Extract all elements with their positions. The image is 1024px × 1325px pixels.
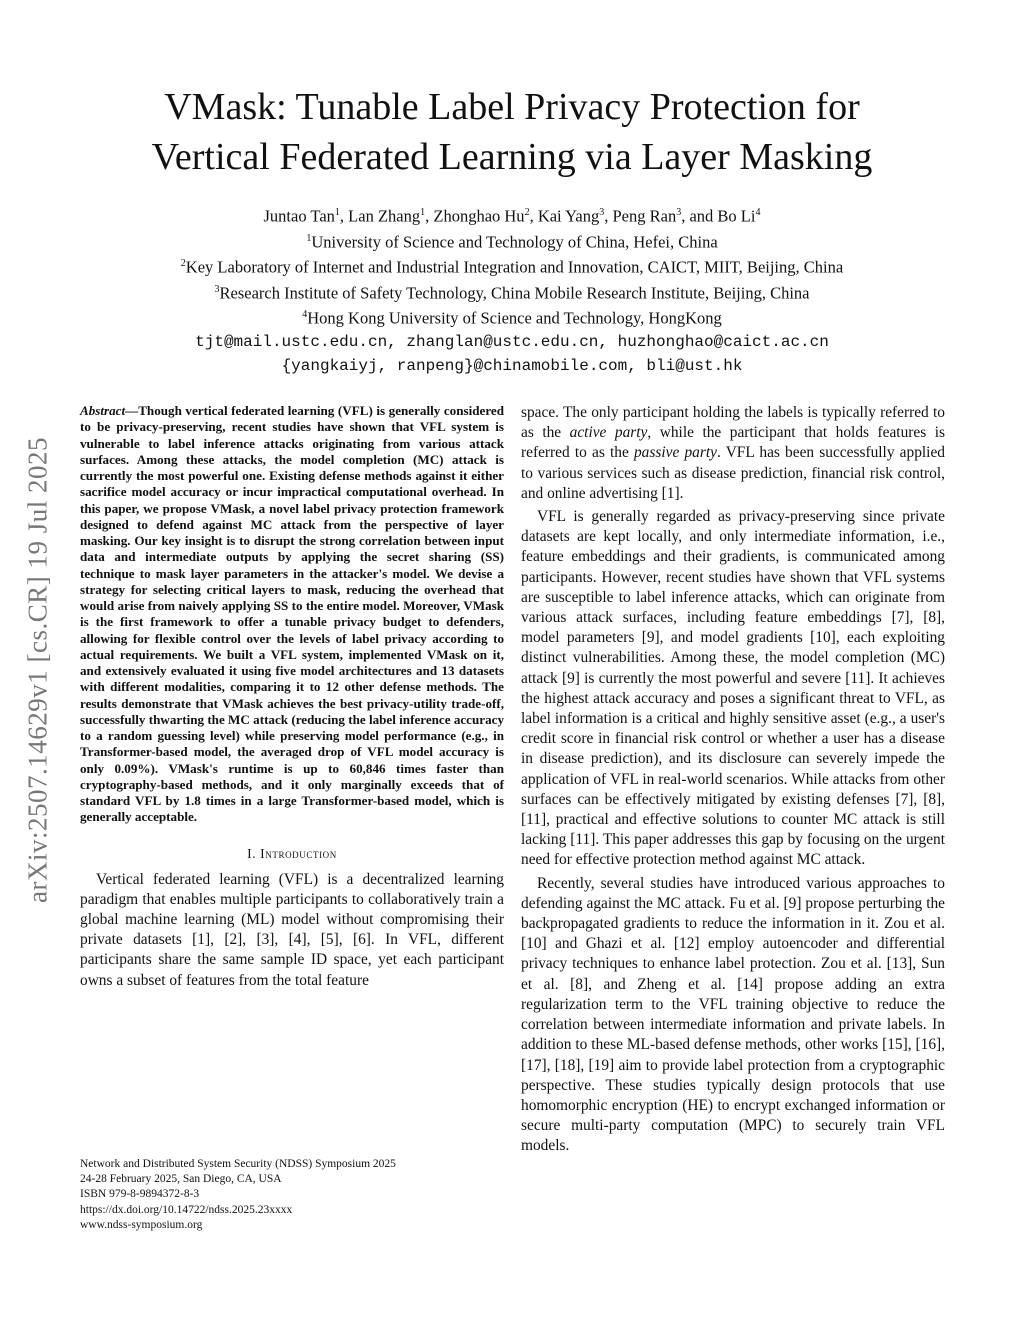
footnote-line: Network and Distributed System Security (NDSS) Symposium 2025 [80,1158,396,1170]
left-column [80,403,504,991]
term-passive-party: passive party [633,444,717,462]
paper-title [80,82,944,182]
author-sup: 1 [420,207,426,218]
right-column [521,403,945,1157]
paragraph-text: , while the participant that holds features is referred to as the [521,424,945,462]
author-sup: 2 [524,207,530,218]
paragraph-text: . VFL has been successfully applied to various services such as disease prediction, financial risk control, and online advertising [1]. [521,444,945,502]
paragraph-text: space. The only participant holding the labels is typically referred to as the [521,404,945,442]
author-email: tjt@mail.ustc.edu.cn, zhanglan@ustc.edu.cn, huzhonghao@caict.ac.cn [195,332,829,351]
author-name: and Bo Li [689,206,756,226]
affiliation-sup: 2 [180,258,186,269]
affiliation-text: University of Science and Technology of China, Hefei, China [311,232,718,251]
author-sup: 3 [676,207,682,218]
section-heading [80,846,504,862]
abstract-text: —Though vertical federated learning (VFL) is generally considered to be privacy-preserving, recent studies have shown that VFL system is vulnerable to label inference attacks originating from various attack surfaces. Among these attacks, the model completion (MC) attack is currently the most powerful one. Existing defense methods against it either sacrifice model accuracy or incur impractical computational overhead. In this paper, we propose VMask, a novel label privacy protection framework designed to defend against MC attack from the perspective of layer masking. Our key insight is to disrupt the strong correlation between input data and intermediate outputs by applying the secret sharing (SS) technique to mask layer parameters in the attacker's model. We devise a strategy for selecting critical layers to mask, reducing the overhead that would arise from naively applying SS to the entire model. Moreover, VMask is the first framework to offer a tunable privacy budget to defenders, allowing for flexible control over the levels of label privacy according to actual requirements. We built a VFL system, implemented VMask on it, and extensively evaluated it using five model architectures and 13 datasets with different modalities, comparing it to 12 other defense methods. The results demonstrate that VMask achieves the best privacy-utility trade-off, successfully thwarting the MC attack (reducing the label inference accuracy to a random guessing level) while preserving model performance (e.g., in Transformer-based model, the averaged drop of VFL model accuracy is only 0.09%). VMask's runtime is up to 60,846 times faster than cryptography-based methods, and it only marginally exceeds that of standard VFL by 1.8 times in a large Transformer-based model, which is generally acceptable. [80,403,504,825]
body-paragraph: VFL is generally regarded as privacy-preserving since private datasets are kept locally, and only intermediate information, i.e., feature embeddings and their gradients, is communicated among participants. However, recent studies have shown that VFL systems are susceptible to label inference attacks, which can originate from various attack surfaces, including feature embeddings [7], [8], model parameters [9], and model gradients [10], each exploiting distinct vulnerabilities. Among these, the model completion (MC) attack [9] is currently the most powerful and severe [11]. It achieves the highest attack accuracy and poses a significant threat to VFL, as label information is a critical and highly sensitive asset (e.g., a user's credit score in financial risk control or whether a user has a disease in disease prediction), and its disclosure can severely impede the application of VFL in real-world scenarios. While attacks from other surfaces can be effectively mitigated by existing defenses [7], [8], [11], practical and effective solutions to counter MC attack is still lacking [11]. This paper addresses this gap by focusing on the urgent need for effective protection method against MC attack. [521,508,945,869]
author-name: Lan Zhang [348,206,421,226]
body-paragraph [521,403,945,504]
author-name: Zhonghao Hu [433,206,525,226]
section-number: I. [247,845,257,861]
affiliation-sup: 3 [214,283,220,295]
affiliation [80,228,944,254]
term-active-party: active party [569,424,648,442]
arxiv-stamp-text: arXiv:2507.14629v1 [cs.CR] 19 Jul 2025 [22,437,53,903]
arxiv-stamp [8,380,68,960]
author-sup: 3 [599,207,605,218]
affiliation [80,253,944,279]
title-line-2: Vertical Federated Learning via Layer Masking [151,136,873,178]
intro-paragraph: Vertical federated learning (VFL) is a decentralized learning paradigm that enables multiple participants to collaboratively train a global machine learning (ML) model without compromising their private datasets [1], [2], [3], [4], [5], [6]. In VFL, different participants share the same sample ID space, yet each participant owns a subset of features from the total feature [80,870,504,989]
affiliation [80,279,944,305]
footnote-doi: https://dx.doi.org/10.14722/ndss.2025.23xxxx [80,1203,293,1216]
author-names: Juntao Tan$^1$, Lan Zhang$^1$, Zhonghao Hu$^2$, Kai Yang$^3$, Peng Ran$^3$, and Bo Li$^4$ [263,206,761,226]
author-name: Kai Yang [537,206,600,226]
author-sup: 4 [755,207,761,218]
affiliation-text: Hong Kong University of Science and Technology, HongKong [307,308,722,328]
abstract-label: Abstract [80,403,126,418]
affiliation-sup: 1 [306,232,312,244]
conference-footnote [80,1157,396,1233]
footnote-line: 24-28 February 2025, San Diego, CA, USA [80,1173,282,1186]
affiliation-sup: 4 [302,309,308,320]
author-block [80,202,944,378]
author-name: Juntao Tan [263,206,335,226]
footnote-url: www.ndss-symposium.org [80,1218,203,1231]
footnote-line: ISBN 979-8-9894372-8-3 [80,1188,200,1201]
author-name: Peng Ran [612,206,677,226]
body-paragraph: Recently, several studies have introduced various approaches to defending against the MC attack. Fu et al. [9] propose perturbing the backpropagated gradients to reduce the information in it. Zou et al. [10] and Ghazi et al. [12] employ autoencoder and differential privacy techniques to enhance label protection. Zou et al. [13], Sun et al. [8], and Zheng et al. [14] propose adding an extra regularization term to the VFL training objective to reduce the correlation between intermediate information and private labels. In addition to these ML-based defense methods, other works [15], [16], [17], [18], [19] aim to provide label protection from a cryptographic perspective. These studies typically design protocols that use homomorphic encryption (HE) to encrypt exchanged information or secure multi-party computation (MPC) to securely train VFL models. [521,874,945,1155]
affiliation-text: Research Institute of Safety Technology, China Mobile Research Institute, Beijing, China [219,283,810,302]
title-line-1: VMask: Tunable Label Privacy Protection for [164,86,860,128]
affiliation [80,304,944,330]
author-sup: 1 [334,207,340,218]
affiliation-text: Key Laboratory of Internet and Industrial Integration and Innovation, CAICT, MIIT, Beijing, China [185,257,844,277]
section-title: Introduction [260,845,337,861]
author-email: {yangkaiyj, ranpeng}@chinamobile.com, bli@ust.hk [281,356,743,375]
abstract [80,403,504,826]
